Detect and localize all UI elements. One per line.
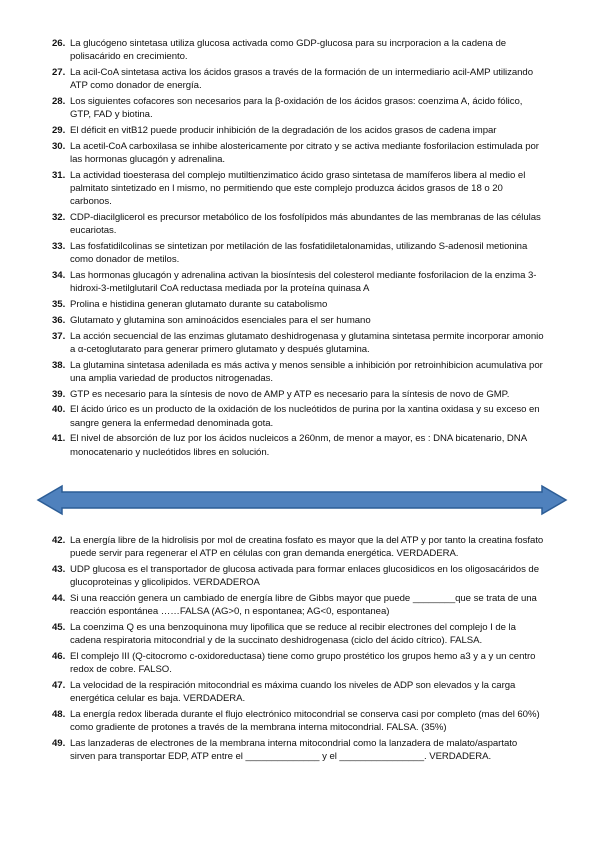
question-number: 42. xyxy=(52,535,66,546)
question-text: El nivel de absorción de luz por los ácidos nucleicos a 260nm, de menor a mayor, es : DNA bicatenario, DNA monocatenario y nucleótidos libres en solución. xyxy=(70,433,527,458)
double-arrow-shape xyxy=(38,486,566,514)
question-item xyxy=(52,563,544,589)
question-number: 27. xyxy=(52,67,66,78)
question-number: 43. xyxy=(52,564,66,575)
question-item xyxy=(52,298,544,311)
question-text: El complejo III (Q-citocromo c-oxidoreductasa) tiene como grupo prostético los grupos hemo a3 y a y un centro redox de cobre. FALSO. xyxy=(70,651,536,676)
double-arrow-icon xyxy=(36,484,568,516)
question-number: 39. xyxy=(52,388,66,400)
question-text: La acción secuencial de las enzimas glutamato deshidrogenasa y glutamina sintetasa permite incorporar amonio a α-cetoglutarato para generar primero glutamato y después glutamina. xyxy=(70,330,544,355)
question-item xyxy=(52,269,544,295)
question-item xyxy=(52,211,544,237)
question-item xyxy=(52,140,544,166)
question-text: Los siguientes cofacores son necesarios para la β-oxidación de los ácidos grasos: coenzima A, ácido fólico, GTP, FAD y biotina. xyxy=(70,96,523,121)
question-text: La glutamina sintetasa adenilada es más activa y menos sensible a inhibición por retroinhibicion acumulativa por una amplia variedad de productos nitrogenadas. xyxy=(70,359,543,384)
question-item xyxy=(52,679,544,705)
question-text: GTP es necesario para la síntesis de novo de AMP y ATP es necesario para la síntesis de novo de GMP. xyxy=(70,388,510,400)
question-text: La actividad tioesterasa del complejo mutiltienzimatico ácido graso sintetasa de mamíferos libera al medio el palmitato sintetizado en l mismo, no permitiendo que este complejo produzca ácidos grasos de 18 o 20 carbonos. xyxy=(70,169,526,208)
question-item xyxy=(52,314,544,327)
question-item xyxy=(52,240,544,266)
question-item xyxy=(52,95,544,121)
question-text: La energía redox liberada durante el flujo electrónico mitocondrial se conserva casi por completo (mas del 60%) como gradiente de protones a través de la membrana interna mitocondrial. FALSA. (35%) xyxy=(70,709,540,734)
question-number: 44. xyxy=(52,593,66,604)
question-item xyxy=(52,432,544,458)
question-text: La acetil-CoA carboxilasa se inhibe alostericamente por citrato y se activa mediante fosforilacion estimulada por las hormonas glucagón y adrenalina. xyxy=(70,140,539,165)
question-item xyxy=(52,534,544,560)
question-number: 35. xyxy=(52,299,66,310)
question-item xyxy=(52,66,544,92)
question-text: Las fosfatidilcolinas se sintetizan por metilación de las fosfatidiletalonamidas, utilizando S-adenosil metionina como donador de metilos. xyxy=(70,241,528,266)
question-text: Prolina e histidina generan glutamato durante su catabolismo xyxy=(70,299,328,310)
question-number: 30. xyxy=(52,140,66,152)
question-number: 37. xyxy=(52,330,66,342)
question-item xyxy=(52,330,544,356)
question-number: 40. xyxy=(52,404,66,416)
question-number: 31. xyxy=(52,169,66,181)
question-item xyxy=(52,359,544,385)
question-text: El ácido úrico es un producto de la oxidación de los nucleótidos de purina por la xantina oxidasa y su exceso en sangre genera la enfermedad denominada gota. xyxy=(70,404,540,429)
question-item xyxy=(52,592,544,618)
question-text: La acil-CoA sintetasa activa los ácidos grasos a través de la formación de un intermediario acil-AMP utilizando ATP como donador de energía. xyxy=(70,67,534,92)
question-item xyxy=(52,403,544,429)
question-text: Si una reacción genera un cambiado de energía libre de Gibbs mayor que puede ________que se trata de una reacción espontánea ……FALSA (AG>0, n espontanea; AG<0, espontanea) xyxy=(70,593,537,618)
question-number: 48. xyxy=(52,709,66,720)
question-item xyxy=(52,650,544,676)
question-number: 28. xyxy=(52,96,66,107)
question-item xyxy=(52,737,544,763)
question-number: 47. xyxy=(52,680,66,691)
question-number: 45. xyxy=(52,622,66,633)
question-item xyxy=(52,708,544,734)
question-text: Las lanzaderas de electrones de la membrana interna mitocondrial como la lanzadera de malato/aspartato sirven para transportar EDP, ATP entre el ______________ y el ________________. VERDADERA. xyxy=(70,738,518,763)
question-text: La glucógeno sintetasa utiliza glucosa activada como GDP-glucosa para su incrporacion a la cadena de polisacárido en crecimiento. xyxy=(70,38,507,63)
question-number: 46. xyxy=(52,651,66,662)
question-item xyxy=(52,124,544,137)
question-number: 26. xyxy=(52,38,66,49)
question-text: Glutamato y glutamina son aminoácidos esenciales para el ser humano xyxy=(70,314,371,326)
question-text: Las hormonas glucagón y adrenalina activan la biosíntesis del colesterol mediante fosforilacion de la enzima 3-hidroxi-3-metilglutaril CoA reductasa mediada por la proteína quinasa A xyxy=(70,270,537,295)
question-text: El déficit en vitB12 puede producir inhibición de la degradación de los acidos grasos de cadena impar xyxy=(70,125,497,136)
question-item xyxy=(52,388,544,401)
question-number: 34. xyxy=(52,270,66,281)
question-number: 32. xyxy=(52,212,66,223)
question-number: 33. xyxy=(52,241,66,252)
question-item xyxy=(52,169,544,209)
question-number: 49. xyxy=(52,738,66,749)
question-text: La coenzima Q es una benzoquinona muy lipofilica que se reduce al recibir electrones del complejo I de la cadena respiratoria mitocondrial y de la succinato deshidrogenasa (ciclo del ácido cítrico). FALSA. xyxy=(70,622,516,647)
question-text: La energía libre de la hidrolisis por mol de creatina fosfato es mayor que la del ATP y por tanto la creatina fosfato puede servir para regenerar el ATP en células con gran demanda energética. VERDADERA. xyxy=(70,535,544,560)
question-number: 41. xyxy=(52,433,66,445)
question-number: 36. xyxy=(52,314,66,326)
question-text: CDP-diacilglicerol es precursor metabólico de los fosfolípidos más abundantes de las membranas de las células eucariotas. xyxy=(70,212,541,237)
question-list-a xyxy=(52,37,544,461)
question-item xyxy=(52,37,544,63)
question-text: UDP glucosa es el transportador de glucosa activada para formar enlaces glucosidicos en los oligosacáridos de glucoproteinas y glicolipidos. VERDADEROA xyxy=(70,564,539,589)
question-number: 29. xyxy=(52,125,66,136)
question-item xyxy=(52,621,544,647)
question-number: 38. xyxy=(52,359,66,371)
question-list-b xyxy=(52,534,544,766)
question-text: La velocidad de la respiración mitocondrial es máxima cuando los niveles de ADP son elevados y la carga energética celular es baja. VERDADERA. xyxy=(70,680,516,705)
